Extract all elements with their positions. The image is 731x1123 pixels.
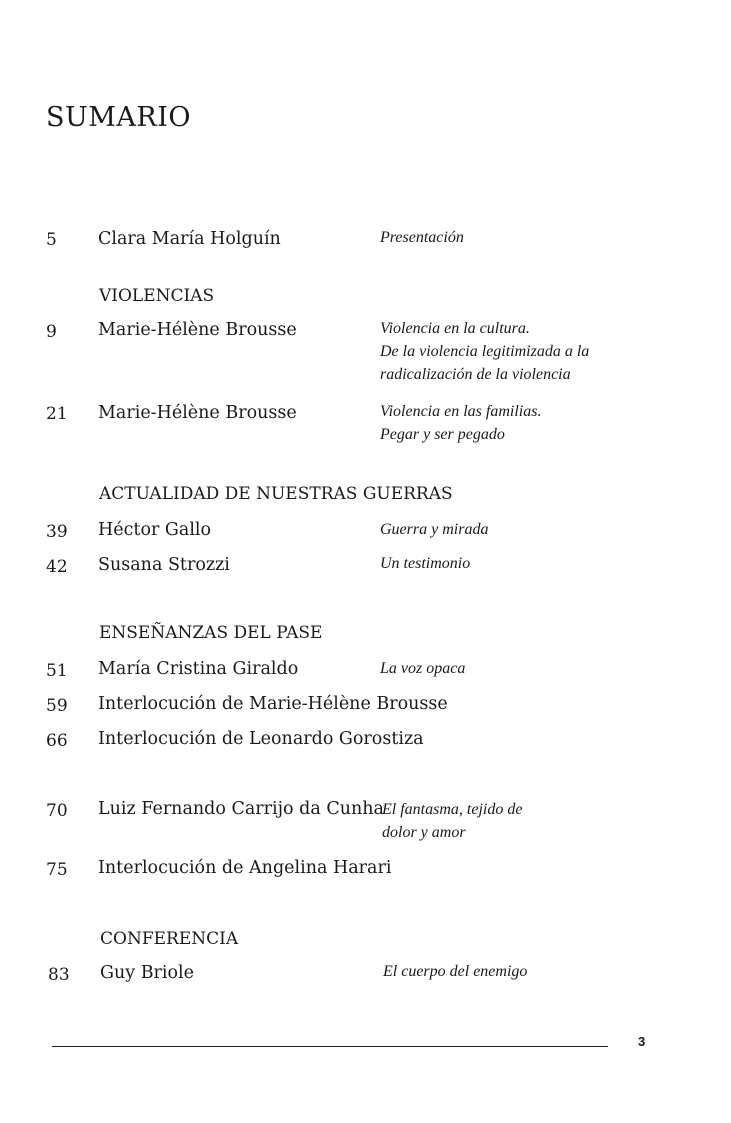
toc-author: Héctor Gallo xyxy=(98,520,212,540)
toc-author: Luiz Fernando Carrijo da Cunha xyxy=(98,799,384,819)
section-title-violencias: VIOLENCIAS xyxy=(99,286,215,306)
toc-page-number: 59 xyxy=(46,696,68,716)
page-title: SUMARIO xyxy=(46,102,192,133)
section-title-actualidad: ACTUALIDAD DE NUESTRAS GUERRAS xyxy=(99,484,453,504)
toc-page-number: 83 xyxy=(48,965,70,985)
toc-author: Clara María Holguín xyxy=(98,229,281,249)
toc-page-number: 9 xyxy=(46,322,57,342)
toc-page-number: 39 xyxy=(46,522,68,542)
toc-work-title: Presentación xyxy=(380,229,464,246)
toc-author: Interlocución de Angelina Harari xyxy=(98,858,392,878)
toc-author: Marie-Hélène Brousse xyxy=(98,403,297,423)
toc-page-number: 21 xyxy=(46,404,68,424)
toc-author: Marie-Hélène Brousse xyxy=(98,320,297,340)
toc-work-title: La voz opaca xyxy=(380,660,466,677)
section-title-ensenanzas: ENSEÑANZAS DEL PASE xyxy=(99,623,323,643)
toc-author: Interlocución de Marie-Hélène Brousse xyxy=(98,694,448,714)
toc-work-title: El fantasma, tejido de dolor y amor xyxy=(382,801,523,841)
toc-work-title: Violencia en la cultura. De la violencia legitimizada a la radicalización de la violencia xyxy=(380,320,590,383)
toc-page-number: 70 xyxy=(46,801,68,821)
toc-work-title: Violencia en las familias. Pegar y ser pegado xyxy=(380,403,542,443)
toc-author: Guy Briole xyxy=(100,963,195,983)
page-folio: 3 xyxy=(638,1034,646,1049)
toc-page-number: 42 xyxy=(46,557,68,577)
toc-page-number: 66 xyxy=(46,731,68,751)
footer-rule xyxy=(52,1046,608,1047)
section-title-conferencia: CONFERENCIA xyxy=(100,929,239,949)
toc-author: Susana Strozzi xyxy=(98,555,230,575)
toc-author: María Cristina Giraldo xyxy=(98,659,299,679)
toc-work-title: Guerra y mirada xyxy=(380,521,489,538)
toc-page-number: 5 xyxy=(46,230,57,250)
toc-author: Interlocución de Leonardo Gorostiza xyxy=(98,729,424,749)
toc-page-number: 75 xyxy=(46,860,68,880)
toc-page-number: 51 xyxy=(46,661,68,681)
toc-work-title: Un testimonio xyxy=(380,555,471,572)
toc-work-title: El cuerpo del enemigo xyxy=(383,963,528,980)
